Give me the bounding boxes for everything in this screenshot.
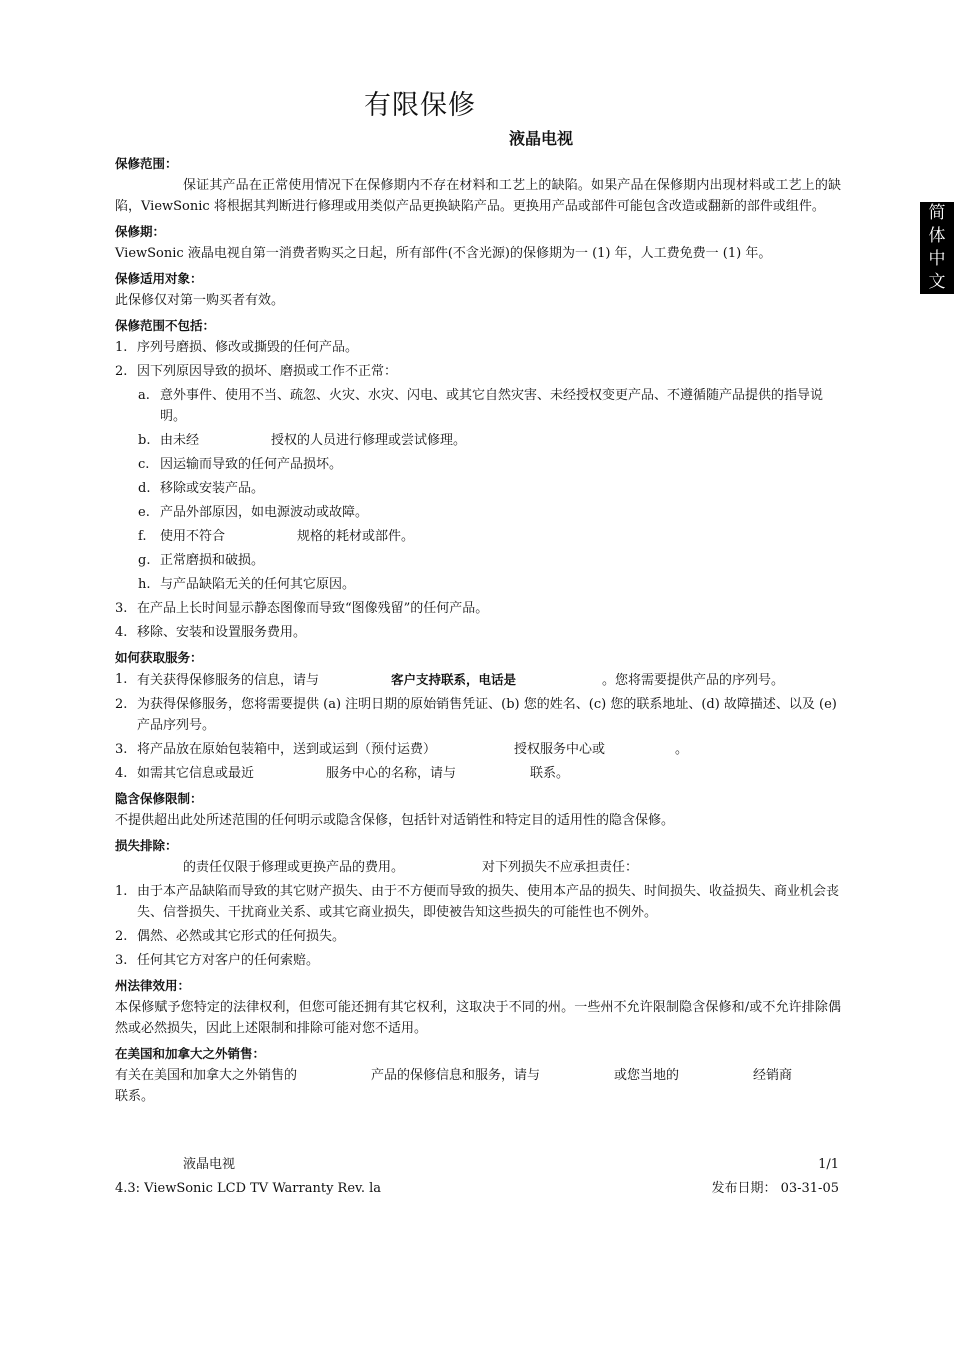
support-contact-label: 客户支持联系，电话是 (391, 672, 517, 687)
section-heading-outside: 在美国和加拿大之外销售： (115, 1046, 266, 1061)
outside-text: 或您当地的 (614, 1068, 680, 1083)
list-letter: b. (138, 433, 151, 448)
language-tab-char: 文 (928, 272, 946, 292)
list-text: 移除或安装产品。 (160, 481, 265, 496)
language-tab (920, 202, 954, 294)
list-number: 1. (115, 672, 128, 687)
list-text: 正常磨损和破损。 (160, 553, 265, 568)
footer-page-number: 1/1 (818, 1157, 839, 1172)
damages-intro: 的责任仅限于修理或更换产品的费用。 (183, 860, 405, 875)
period-text: ViewSonic 液晶电视自第一消费者购买之日起，所有部件(不含光源)的保修期为一 (1) 年，人工费免费一 (1) 年。 (115, 246, 772, 261)
sub-list-item (138, 526, 841, 547)
section-heading-implied: 隐含保修限制： (115, 791, 203, 806)
list-number: 2. (115, 697, 128, 712)
list-letter: c. (138, 457, 150, 472)
list-letter: h. (138, 577, 151, 592)
outside-text: 经销商 (753, 1068, 793, 1083)
list-text: 移除、安装和设置服务费用。 (137, 625, 307, 640)
list-text: 由未经 (160, 433, 200, 448)
list-item (115, 361, 841, 382)
sub-list-item (138, 454, 841, 475)
coverage-text: 保证其产品在正常使用情况下在保修期内不存在材料和工艺上的缺陷。如果产品在保修期内出现材料或工艺上的缺陷，ViewSonic 将根据其判断进行修理或用类似产品更换缺陷产品。更换用产品或部件可能包含改造或翻新的部件或组件。 (115, 178, 841, 214)
footer-doc-id: 4.3: ViewSonic LCD TV Warranty Rev. la (115, 1181, 382, 1196)
who-text: 此保修仅对第一购买者有效。 (115, 293, 285, 308)
damages-intro: 对下列损失不应承担责任： (482, 860, 639, 875)
list-number: 3. (115, 601, 128, 616)
sub-list-item (138, 502, 841, 523)
section-heading-who: 保修适用对象： (115, 271, 203, 286)
footer-top (115, 1154, 839, 1175)
list-letter: e. (138, 505, 150, 520)
list-item (115, 694, 841, 736)
sub-list-item (138, 574, 841, 595)
list-text: 因下列原因导致的损坏、磨损或工作不正常： (137, 364, 398, 379)
list-item (115, 739, 841, 760)
page-subtitle: 液晶电视 (508, 129, 573, 148)
list-text: 使用不符合 (160, 529, 226, 544)
list-text: 与产品缺陷无关的任何其它原因。 (160, 577, 356, 592)
section-heading-state-law: 州法律效用： (115, 978, 191, 993)
section-heading-excluded: 保修范围不包括： (115, 318, 216, 333)
list-text: 。您将需要提供产品的序列号。 (602, 673, 785, 688)
language-tab-char: 中 (928, 249, 946, 269)
list-number: 3. (115, 742, 128, 757)
list-letter: d. (138, 481, 151, 496)
list-number: 2. (115, 364, 128, 379)
list-number: 4. (115, 625, 128, 640)
list-number: 1. (115, 884, 128, 899)
list-text: 将产品放在原始包装箱中，送到或运到（预付运费） (137, 742, 437, 757)
sub-list-item (138, 550, 841, 571)
list-text: 在产品上长时间显示静态图像而导致“图像残留”的任何产品。 (137, 601, 489, 616)
list-number: 4. (115, 766, 128, 781)
list-text: 序列号磨损、修改或撕毁的任何产品。 (137, 340, 359, 355)
language-tab-char: 体 (928, 226, 946, 246)
list-item (115, 337, 841, 358)
list-item (115, 622, 841, 643)
list-text: 联系。 (530, 766, 570, 781)
state-law-text: 本保修赋予您特定的法律权利，但您可能还拥有其它权利，这取决于不同的州。一些州不允许限制隐含保修和/或不允许排除偶然或必然损失，因此上述限制和排除可能对您不适用。 (115, 1000, 841, 1036)
list-number: 2. (115, 929, 128, 944)
list-text: 产品外部原因，如电源波动或故障。 (160, 505, 369, 520)
footer-bottom (115, 1178, 839, 1199)
list-text: 为获得保修服务，您将需要提供 (a) 注明日期的原始销售凭证、(b) 您的姓名、(c) 您的联系地址、(d) 故障描述、以及 (e) 产品序列号。 (137, 697, 837, 733)
list-letter: f. (138, 529, 147, 544)
list-text: 如需其它信息或最近 (137, 766, 255, 781)
outside-text: 有关在美国和加拿大之外销售的 (115, 1068, 298, 1083)
footer-product: 液晶电视 (183, 1157, 236, 1172)
list-text: 服务中心的名称，请与 (326, 766, 457, 781)
list-text: 由于本产品缺陷而导致的其它财产损失、由于不方便而导致的损失、使用本产品的损失、时间损失、收益损失、商业机会丧失、信誉损失、干扰商业关系、或其它商业损失，即使被告知这些损失的可能性也不例外。 (137, 884, 840, 920)
list-item (115, 881, 841, 923)
sub-list-item (138, 478, 841, 499)
list-text: 授权的人员进行修理或尝试修理。 (271, 433, 467, 448)
section-heading-coverage: 保修范围： (115, 156, 178, 171)
sub-list-item (138, 430, 841, 451)
list-text: 因运输而导致的任何产品损坏。 (160, 457, 343, 472)
outside-text: 产品的保修信息和服务，请与 (371, 1068, 541, 1083)
list-item (115, 598, 841, 619)
section-heading-damages: 损失排除： (115, 838, 178, 853)
list-letter: g. (138, 553, 151, 568)
list-letter: a. (138, 388, 150, 403)
list-text: 任何其它方对客户的任何索赔。 (137, 953, 320, 968)
list-item (115, 763, 841, 784)
list-text: 偶然、必然或其它形式的任何损失。 (137, 929, 346, 944)
sub-list-item (138, 385, 841, 427)
list-text: 有关获得保修服务的信息，请与 (137, 673, 320, 688)
list-text: 规格的耗材或部件。 (297, 529, 415, 544)
list-item (115, 926, 841, 947)
list-text: 授权服务中心或 (514, 742, 606, 757)
list-number: 1. (115, 340, 128, 355)
list-item (115, 950, 841, 971)
language-tab-char: 简 (928, 203, 946, 223)
implied-text: 不提供超出此处所述范围的任何明示或隐含保修，包括针对适销性和特定目的适用性的隐含保修。 (115, 813, 675, 828)
list-number: 3. (115, 953, 128, 968)
list-item (115, 669, 841, 691)
section-heading-period: 保修期： (115, 224, 166, 239)
section-heading-service: 如何获取服务： (115, 650, 203, 665)
warranty-body (115, 152, 841, 1110)
list-text: 意外事件、使用不当、疏忽、火灾、水灾、闪电、或其它自然灾害、未经授权变更产品、不遵循随产品提供的指导说明。 (160, 388, 824, 424)
outside-text: 联系。 (115, 1089, 155, 1104)
page-title: 有限保修 (364, 90, 476, 121)
list-text: 。 (675, 742, 689, 757)
footer-release-date: 发布日期： 03-31-05 (711, 1181, 839, 1196)
